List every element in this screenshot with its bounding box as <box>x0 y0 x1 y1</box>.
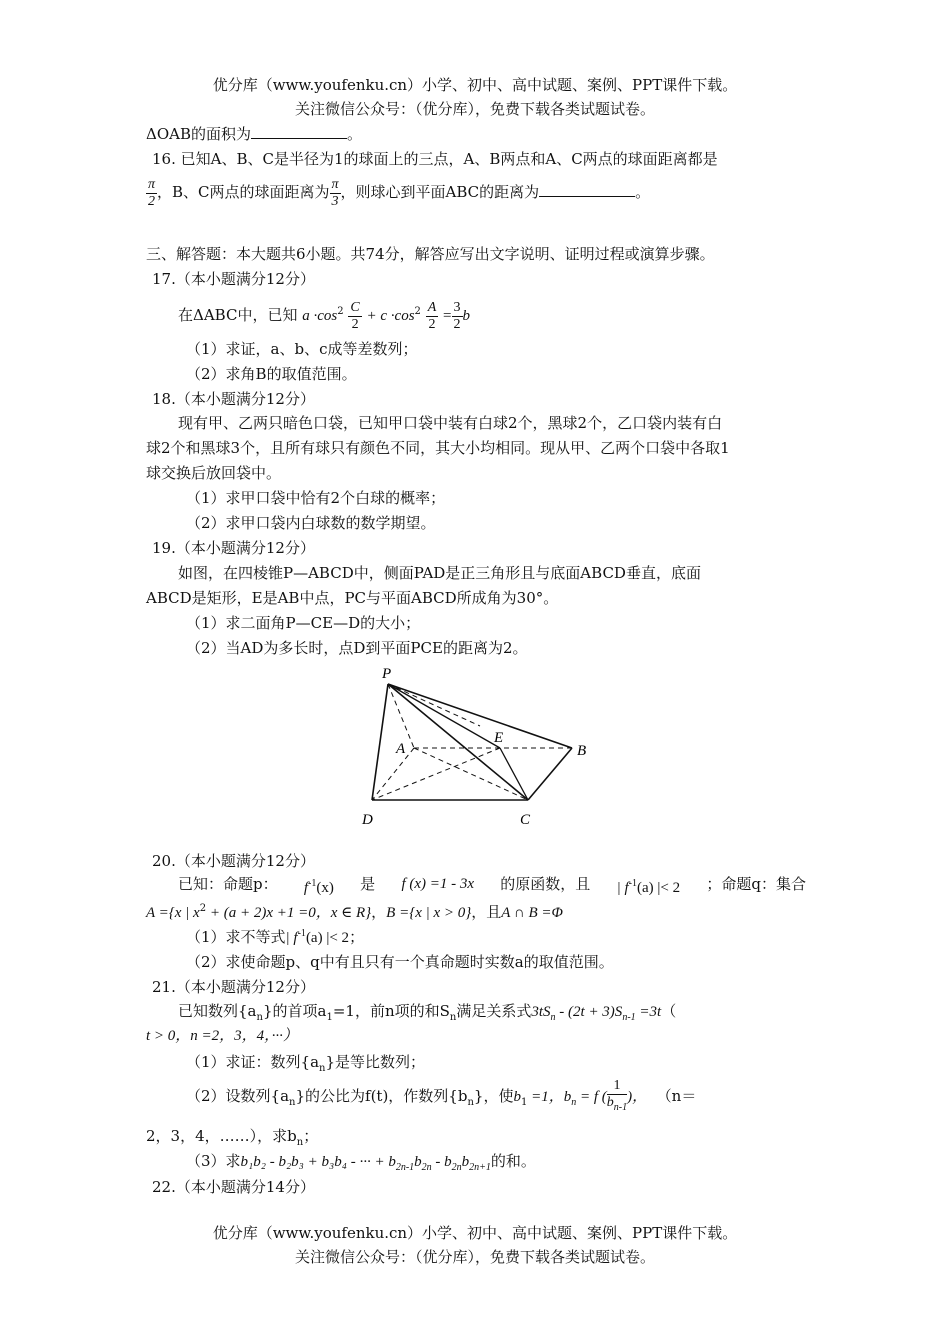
q16-line-2: $\frac{\pi}{2}$ ，B、C两点的球面距离为 $\frac{\pi}{3}$ ，则球心到平面ABC的距离为 。 <box>148 176 651 209</box>
q22-head: 22.（本小题满分14分） <box>152 1178 315 1196</box>
q21-line-1: 已知数列$\{a_n\}$的首项$a_1=1$，前n项的和$S_n$满足关系式$3tS_n - (2t + 3)S_{n-1} =3t$（ <box>178 1002 677 1023</box>
pyramid-diagram <box>340 656 610 836</box>
fraction-pi-3: $\frac{\pi}{3}$ <box>331 176 339 209</box>
q21-part-2-cont: 2，3，4，……），求$b_n$； <box>146 1127 319 1148</box>
label-a: A <box>396 741 406 757</box>
q18-part-1: （1）求甲口袋中恰有2个白球的概率； <box>186 489 446 507</box>
edge-pc <box>388 684 528 800</box>
footer-line-1: 优分库（www.youfenku.cn）小学、初中、高中试题、案例、PPT课件下载。 <box>212 1224 738 1242</box>
edge-cb <box>528 748 572 800</box>
header-line-1: 优分库（www.youfenku.cn）小学、初中、高中试题、案例、PPT课件下载。 <box>212 76 738 94</box>
q19-part-1: （1）求二面角P—CE—D的大小； <box>186 614 421 632</box>
fraction-3-2: $\frac{3}{2}$ <box>453 299 461 332</box>
answer-blank <box>539 181 635 197</box>
q17-formula-line: 在ΔABC中，已知 $a \cdot\cos^2$ $\frac{C}{2}$ + $c \cdot\cos^2$ $\frac{A}{2}$ = $\frac{3}{2}$ b <box>178 299 471 332</box>
label-d: D <box>362 812 373 828</box>
q18-line-1: 现有甲、乙两只暗色口袋，已知甲口袋中装有白球2个，黑球2个，乙口袋内装有白 <box>178 414 723 432</box>
q19-head: 19.（本小题满分12分） <box>152 539 315 557</box>
q19-line-2: ABCD是矩形，E是AB中点，PC与平面ABCD所成角为30°。 <box>146 589 559 607</box>
label-c: C <box>520 812 531 828</box>
section-3-title: 三、解答题：本大题共6小题。共74分，解答应写出文字说明、证明过程或演算步骤。 <box>146 245 715 263</box>
q20-line-2: A ={x | $x^2 + (a + 2)x +1 =0$，x ∈ R}，B ={x | x > 0}，且A ∩ B =Φ <box>146 903 563 921</box>
edge-pa <box>388 684 414 748</box>
q16-line-1: 16. 已知A、B、C是半径为1的球面上的三点，A、B两点和A、C两点的球面距离都是 <box>152 150 718 168</box>
q20-head: 20.（本小题满分12分） <box>152 852 315 870</box>
q21-part-3: （3）求b₁b₂ - b₂b₃ + b₃b₄ - ··· + $b_{2n-1}b_{2n} - b_{2n}b_{2n+1}$的和。 <box>186 1152 536 1173</box>
q19-line-1: 如图，在四棱锥P—ABCD中，侧面PAD是正三角形且与底面ABCD垂直，底面 <box>178 564 701 582</box>
q17-head: 17.（本小题满分12分） <box>152 270 315 288</box>
q21-head: 21.（本小题满分12分） <box>152 978 315 996</box>
label-b: B <box>577 743 587 759</box>
q21-part-1: （1）求证：数列$\{a_n\}$是等比数列； <box>186 1053 426 1074</box>
q15-tail: ΔOAB的面积为 。 <box>146 125 363 143</box>
q20-part-1: （1）求不等式| $f^{-1}(a)$ |< 2； <box>186 928 365 946</box>
fraction-1-bn-1: $\frac{1}{b_{n-1}}$ <box>606 1078 628 1113</box>
q18-line-3: 球交换后放回袋中。 <box>146 464 282 482</box>
q18-line-2: 球2个和黑球3个，且所有球只有颜色不同，其大小均相同。现从甲、乙两个口袋中各取1 <box>146 439 730 457</box>
label-p: P <box>382 666 392 682</box>
label-e: E <box>494 730 504 746</box>
q18-head: 18.（本小题满分12分） <box>152 390 315 408</box>
edge-pe-dash <box>388 684 480 726</box>
fraction-a-2: $\frac{A}{2}$ <box>427 299 437 332</box>
q20-part-2: （2）求使命题p、q中有且只有一个真命题时实数a的取值范围。 <box>186 953 614 971</box>
edge-pe <box>388 684 500 748</box>
edge-pd <box>372 684 388 800</box>
q21-part-2: （2）设数列$\{a_n\}$的公比为f(t)，作数列$\{b_n\}$，使$b_1 =1$，$b_n = f$ ( $\frac{1}{b_{n-1}}$ )， （n＝ <box>186 1076 846 1123</box>
q18-part-2: （2）求甲口袋内白球数的数学期望。 <box>186 514 436 532</box>
edge-ac <box>414 748 528 800</box>
header-line-2: 关注微信公众号：（优分库），免费下载各类试题试卷。 <box>294 100 655 118</box>
answer-blank <box>251 123 347 139</box>
fraction-c-2: $\frac{C}{2}$ <box>350 299 360 332</box>
q21-line-2: t > 0，n =2，3，4，···） <box>146 1028 298 1044</box>
q20-line-1: 已知：命题p： $f^{-1}(x)$ 是 f (x) =1 - 3x 的原函数，且 | $f^{-1}(a)$ |< 2 ；命题q：集合 <box>178 875 806 896</box>
footer-line-2: 关注微信公众号：（优分库），免费下载各类试题试卷。 <box>294 1248 655 1266</box>
fraction-pi-2: $\frac{\pi}{2}$ <box>148 176 156 209</box>
q19-part-2: （2）当AD为多长时，点D到平面PCE的距离为2。 <box>186 639 528 657</box>
edge-ed <box>372 748 500 800</box>
q17-part-1: （1）求证，a、b、c成等差数列； <box>186 340 418 358</box>
edge-pb <box>388 684 572 748</box>
q17-part-2: （2）求角B的取值范围。 <box>186 365 357 383</box>
edge-ce <box>500 748 528 800</box>
